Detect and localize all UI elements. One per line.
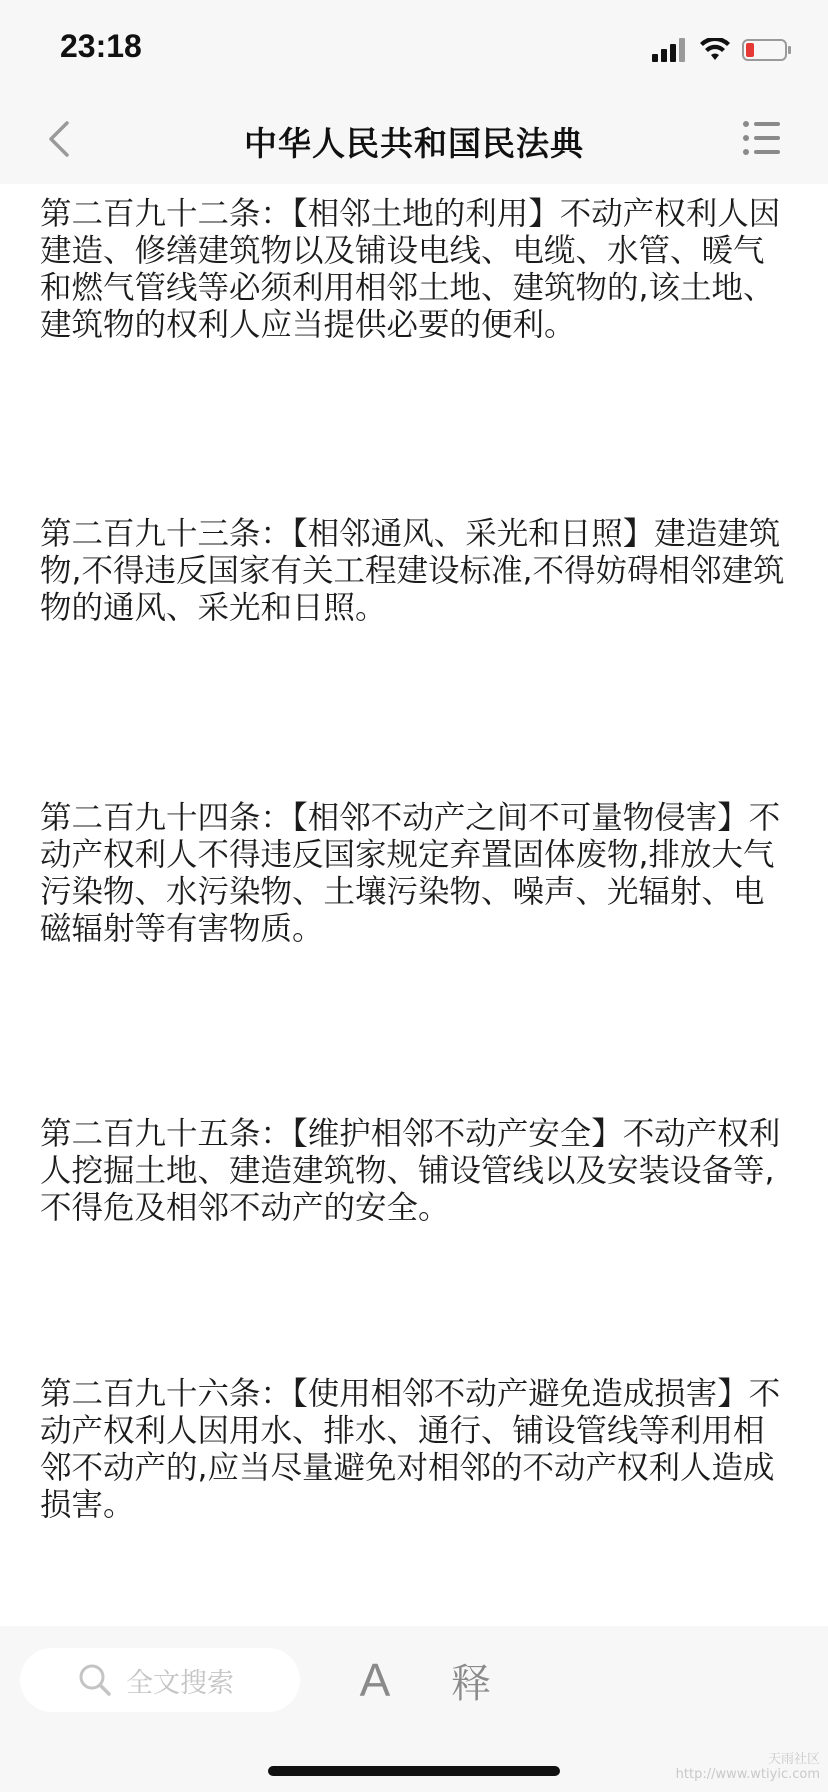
article-294: 第二百九十四条：【相邻不动产之间不可量物侵害】不动产权利人不得违反国家规定弃置固体废物,排放大气污染物、水污染物、土壤污染物、噪声、光辐射、电磁辐射等有害物质。 bbox=[40, 800, 781, 947]
watermark-line-2: http://www.wtiyic.com bbox=[675, 1767, 820, 1782]
article-296: 第二百九十六条：【使用相邻不动产避免造成损害】不动产权利人因用水、排水、通行、铺设管线等利用相邻不动产的,应当尽量避免对相邻的不动产权利人造成损害。 bbox=[40, 1376, 781, 1523]
search-input[interactable] bbox=[20, 1648, 300, 1712]
watermark-line-1: 天雨社区 bbox=[767, 1752, 820, 1767]
status-bar bbox=[0, 0, 828, 96]
article-293: 第二百九十三条：【相邻通风、采光和日照】建造建筑物,不得违反国家有关工程建设标准,不得妨碍相邻建筑物的通风、采光和日照。 bbox=[40, 516, 785, 626]
home-indicator bbox=[268, 1766, 560, 1776]
battery-icon bbox=[742, 38, 792, 62]
status-icons bbox=[652, 36, 792, 64]
search-icon bbox=[78, 1663, 112, 1697]
signal-icon bbox=[652, 38, 688, 62]
article-292: 第二百九十二条：【相邻土地的利用】不动产权利人因建造、修缮建筑物以及铺设电线、电缆、水管、暖气和燃气管线等必须利用相邻土地、建筑物的,该土地、建筑物的权利人应当提供必要的便利。 bbox=[40, 196, 781, 343]
status-time: 23:18 bbox=[60, 28, 142, 64]
page-title: 中华人民共和国民法典 bbox=[244, 124, 584, 163]
watermark bbox=[676, 1752, 820, 1782]
article-295: 第二百九十五条：【维护相邻不动产安全】不动产权利人挖掘土地、建造建筑物、铺设管线以及安装设备等,不得危及相邻不动产的安全。 bbox=[40, 1116, 781, 1226]
nav-bar bbox=[0, 96, 828, 184]
menu-button[interactable] bbox=[742, 118, 782, 158]
list-icon bbox=[742, 118, 782, 158]
article-list bbox=[40, 196, 788, 1616]
font-size-button[interactable]: A bbox=[359, 1654, 391, 1706]
annotation-button[interactable]: 释 bbox=[451, 1660, 491, 1707]
search-placeholder: 全文搜索 bbox=[126, 1667, 234, 1699]
wifi-icon bbox=[700, 38, 730, 62]
